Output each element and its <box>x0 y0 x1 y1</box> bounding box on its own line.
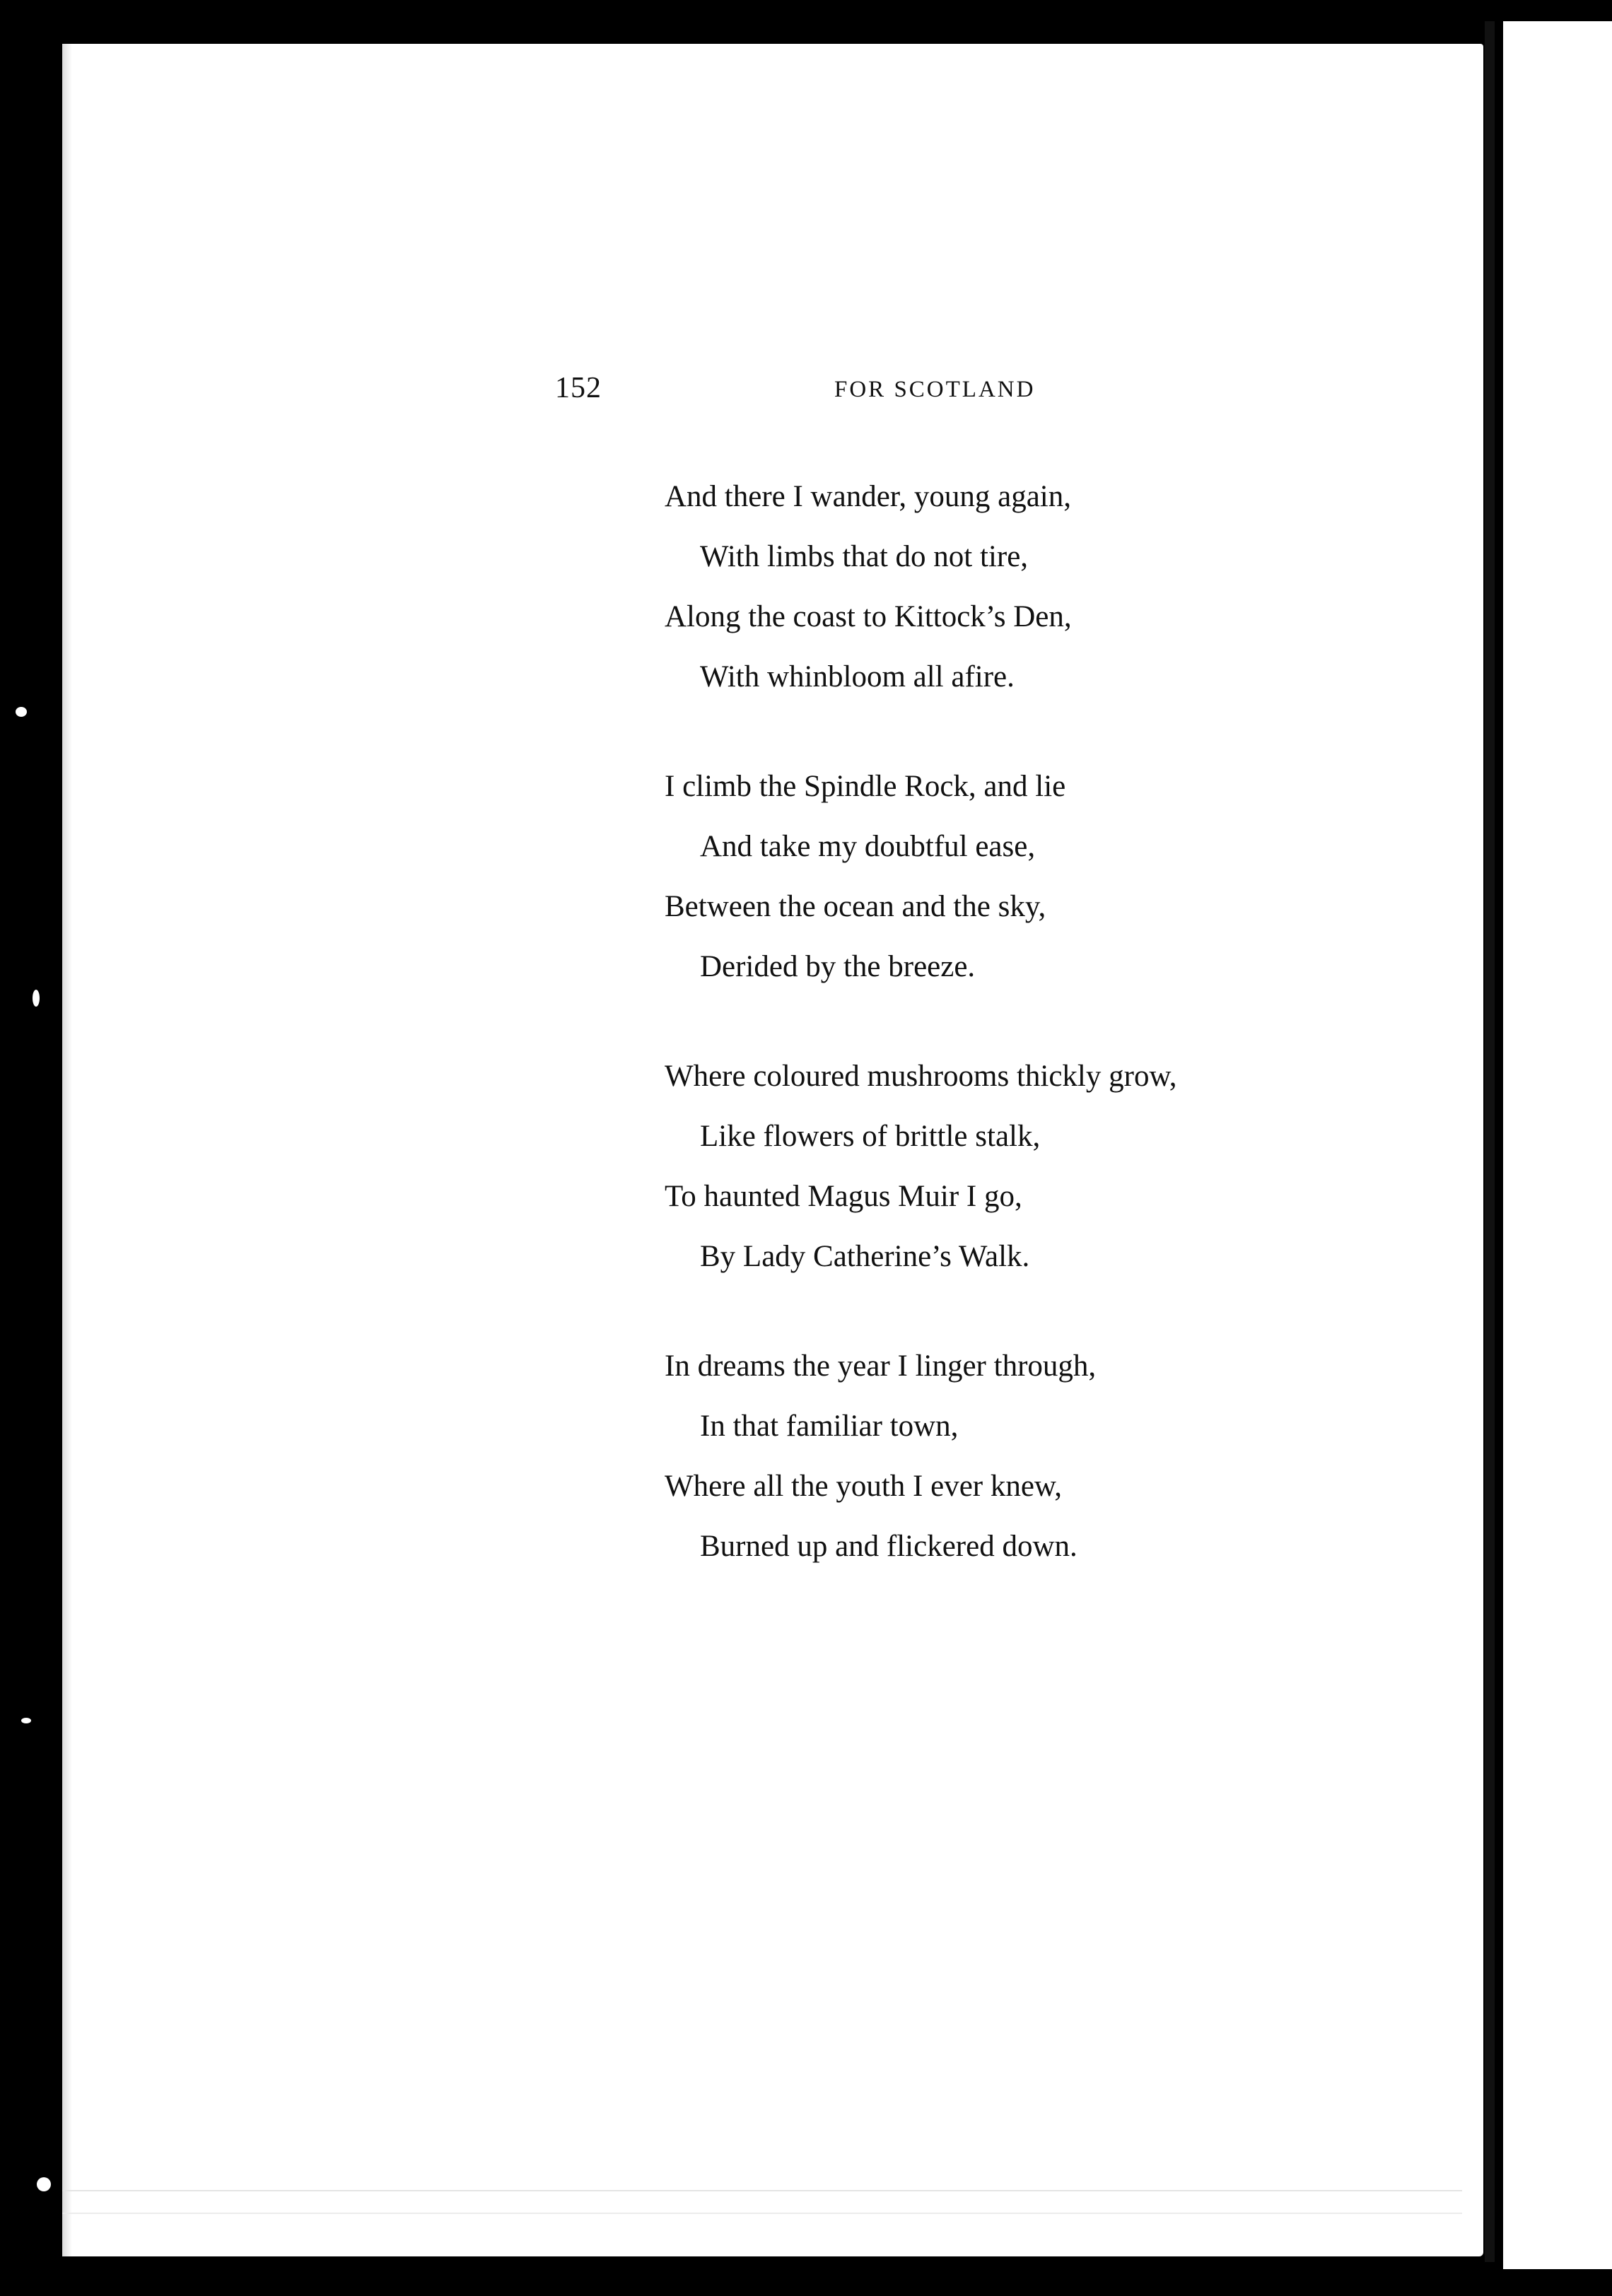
poem-line: And take my doubtful ease, <box>700 830 1036 863</box>
facing-page-edge <box>1503 21 1612 2269</box>
poem-line: Between the ocean and the sky, <box>665 890 1046 923</box>
poem-line: In dreams the year I linger through, <box>665 1349 1097 1383</box>
poem-line: To haunted Magus Muir I go, <box>665 1180 1022 1213</box>
poem-line: Where coloured mushrooms thickly grow, <box>665 1060 1177 1093</box>
poem-line: By Lady Catherine’s Walk. <box>700 1240 1030 1273</box>
scan-speck <box>16 707 27 717</box>
stanza <box>665 756 1372 997</box>
stanza <box>665 1336 1372 1576</box>
stanza <box>665 1046 1372 1287</box>
page-number: 152 <box>555 372 602 404</box>
stanza <box>665 467 1372 707</box>
running-title: FOR SCOTLAND <box>834 377 1036 402</box>
page-gutter <box>1485 21 1495 2262</box>
poem-line: I climb the Spindle Rock, and lie <box>665 770 1066 803</box>
poem-line: And there I wander, young again, <box>665 480 1071 513</box>
scan-speck <box>21 1718 31 1723</box>
poem-line: Like flowers of brittle stalk, <box>700 1120 1041 1153</box>
poem-line: In that familiar town, <box>700 1410 959 1443</box>
poem-line: Burned up and flickered down. <box>700 1530 1077 1563</box>
scan-speck <box>33 990 40 1007</box>
page-bottom-edge <box>62 2190 1462 2214</box>
poem-line: Derided by the breeze. <box>700 950 976 983</box>
poem-line: With whinbloom all afire. <box>700 660 1015 693</box>
poem-line: With limbs that do not tire, <box>700 540 1029 573</box>
poem-line: Along the coast to Kittock’s Den, <box>665 600 1072 633</box>
scan-speck <box>37 2177 51 2191</box>
poem-line: Where all the youth I ever knew, <box>665 1470 1062 1503</box>
poem <box>665 467 1372 1626</box>
running-head <box>0 371 1612 414</box>
